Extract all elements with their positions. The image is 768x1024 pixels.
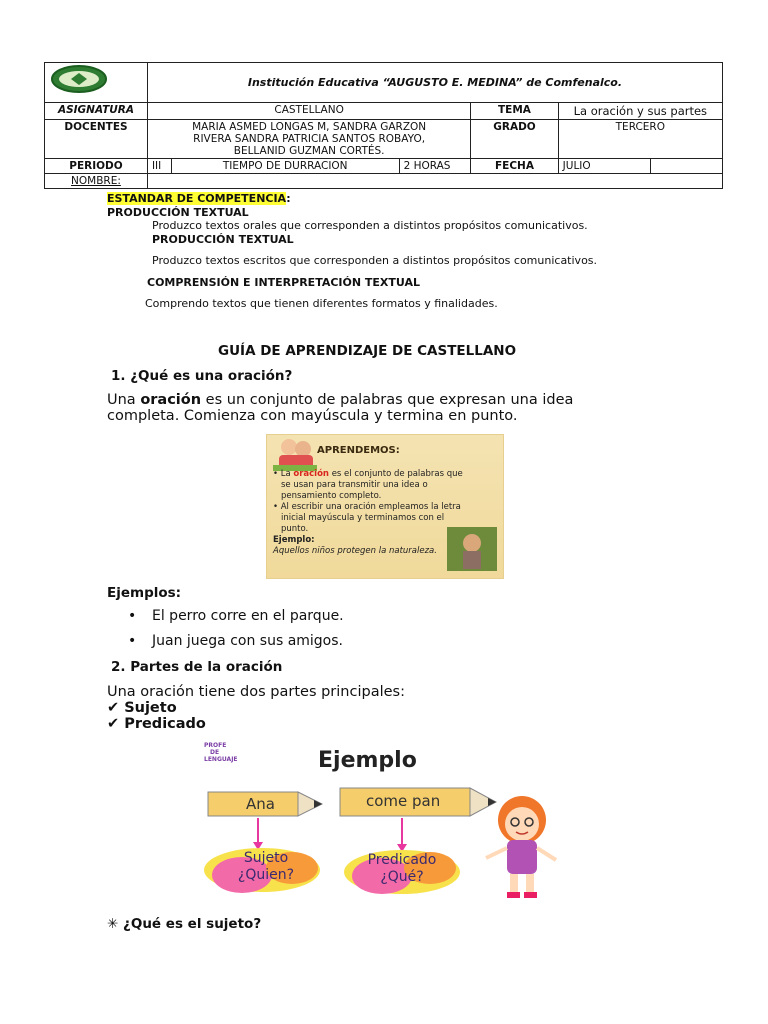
definition-line-1: Una oración es un conjunto de palabras que expresan una idea [107, 392, 574, 408]
aprendemos-line-3: pensamiento completo. [281, 491, 382, 501]
guide-title: GUÍA DE APRENDIZAJE DE CASTELLANO [218, 343, 517, 359]
definition-keyword: oración [140, 392, 202, 408]
docentes-line-2: RIVERA SANDRA PATRICIA SANTOS ROBAYO, [193, 133, 426, 145]
school-logo-icon [49, 64, 109, 94]
header-table [44, 62, 723, 189]
part-predicado: ✔ Predicado [107, 716, 206, 732]
parts-intro: Una oración tiene dos partes principales: [107, 684, 405, 700]
produccion-title-1: PRODUCCIÓN TEXTUAL [107, 206, 249, 219]
part-sujeto: ✔ Sujeto [107, 700, 177, 716]
docentes-line-1: MARIA ASMED LONGAS M, SANDRA GARZON [192, 121, 427, 133]
tema-value: La oración y sus partes [558, 103, 722, 120]
comprension-title: COMPRENSIÓN E INTERPRETACIÓN TEXTUAL [147, 276, 421, 289]
predicate-word: come pan [366, 792, 441, 810]
examples-list [128, 608, 344, 658]
nombre-label: NOMBRE: [45, 174, 148, 189]
asignatura-label: ASIGNATURA [45, 103, 148, 120]
fecha-value: JULIO [558, 159, 651, 174]
asignatura-value: CASTELLANO [147, 103, 470, 120]
aprendemos-line-1: • La oración es el conjunto de palabras que [273, 469, 463, 479]
produccion-text-2: Produzco textos escritos que corresponden a distintos propósitos comunicativos. [152, 254, 598, 267]
docentes-value [147, 120, 470, 159]
grado-label: GRADO [471, 120, 558, 159]
subject-label: Sujeto ¿Quien? [237, 850, 295, 883]
brand-logo: PROFE DE LENGUAJE [204, 742, 238, 763]
tiempo-label: TIEMPO DE DURRACION [171, 159, 399, 174]
aprendemos-line-2: se usan para transmitir una idea o [281, 480, 428, 490]
docentes-line-3: BELLANID GUZMAN CORTÉS. [233, 145, 385, 157]
produccion-title-2: PRODUCCIÓN TEXTUAL [152, 233, 294, 246]
competencia-title: ESTANDAR DE COMPETENCIA: [107, 192, 291, 205]
aprendemos-sentence: Aquellos niños protegen la naturaleza. [273, 546, 437, 556]
question-3: ✳ ¿Qué es el sujeto? [107, 916, 262, 932]
aprendemos-line-6: punto. [281, 524, 309, 534]
produccion-text-1: Produzco textos orales que corresponden a distintos propósitos comunicativos. [152, 219, 588, 232]
empty-cell [651, 159, 723, 174]
tiempo-value: 2 HORAS [399, 159, 471, 174]
ejemplo-diagram [202, 740, 564, 908]
aprendemos-ejemplo: Ejemplo: [273, 535, 315, 545]
aprendemos-line-5: inicial mayúscula y terminamos con el [281, 513, 445, 523]
logo-cell [45, 63, 148, 103]
comprension-text: Comprendo textos que tienen diferentes formatos y finalidades. [145, 297, 498, 310]
periodo-value: III [147, 159, 171, 174]
fecha-label: FECHA [471, 159, 558, 174]
aprendemos-heading: APRENDEMOS: [317, 445, 400, 456]
tema-label: TEMA [471, 103, 558, 120]
bullet-icon: • [128, 633, 137, 649]
list-item: • Juan juega con sus amigos. [128, 633, 343, 649]
predicate-label: Predicado ¿Qué? [367, 852, 437, 885]
aprendemos-image [266, 434, 504, 579]
bullet-icon: • [128, 608, 137, 624]
question-2: 2. Partes de la oración [111, 659, 283, 675]
docentes-label: DOCENTES [45, 120, 148, 159]
ejemplo-title: Ejemplo [318, 748, 417, 773]
nombre-value [147, 174, 722, 189]
grado-value: TERCERO [558, 120, 722, 159]
question-1: 1. ¿Qué es una oración? [111, 368, 293, 384]
aprendemos-line-4: • Al escribir una oración empleamos la letra [273, 502, 461, 512]
periodo-label: PERIODO [45, 159, 148, 174]
list-item: • El perro corre en el parque. [128, 608, 344, 624]
aprendemos-text [273, 469, 463, 557]
subject-word: Ana [246, 795, 275, 813]
institution-name: Institución Educativa “AUGUSTO E. MEDINA” de Comfenalco. [147, 63, 722, 103]
examples-title: Ejemplos: [107, 585, 182, 601]
definition-line-2: completa. Comienza con mayúscula y termina en punto. [107, 408, 518, 424]
